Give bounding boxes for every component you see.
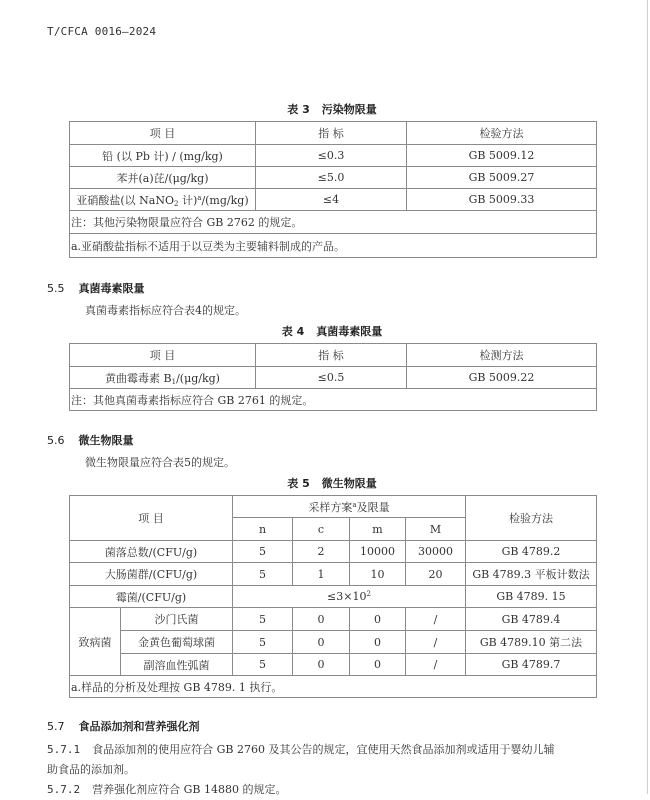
table5-M: / — [406, 654, 466, 676]
section-5-7-heading — [47, 718, 200, 734]
table-row — [70, 654, 597, 676]
table4-item — [70, 367, 256, 389]
table5-method: GB 4789.4 — [466, 608, 597, 631]
table-row — [70, 367, 597, 389]
table5-mold-limit — [233, 586, 466, 608]
item-text: /(μg/kg) — [176, 371, 220, 385]
table-row — [70, 608, 597, 631]
table3-header-method: 检验方法 — [407, 122, 597, 145]
header-text: 及限量 — [356, 500, 390, 514]
section-number: 5.7 — [47, 720, 65, 733]
section-5-6-heading — [47, 432, 134, 448]
table3-caption-number: 表 3 — [287, 103, 310, 116]
section-title: 真菌毒素限量 — [78, 282, 145, 295]
table5-method: GB 4789.3 平板计数法 — [466, 563, 597, 586]
table3-header-item: 项 目 — [70, 122, 256, 145]
table5-header-plan — [233, 496, 466, 518]
table3-caption — [69, 101, 595, 117]
item-text: 黄曲霉毒素 B — [105, 371, 172, 385]
table5-header-M: M — [406, 518, 466, 541]
table4-caption-title: 真菌毒素限量 — [316, 325, 383, 338]
section-5-5-text: 真菌毒素指标应符合表4的规定。 — [85, 304, 246, 317]
table5-method: GB 4789. 15 — [466, 586, 597, 608]
table5 — [69, 495, 597, 698]
item-text: /(mg/kg) — [201, 193, 249, 207]
table4-header-limit: 指 标 — [256, 344, 407, 367]
table-row — [70, 145, 597, 167]
table5-footnote: a.样品的分析及处理按 GB 4789. 1 执行。 — [70, 676, 597, 698]
table5-c: 0 — [293, 631, 350, 654]
table4-header-method: 检测方法 — [407, 344, 597, 367]
table5-header-method: 检验方法 — [466, 496, 597, 541]
table5-M: 30000 — [406, 541, 466, 563]
table4-header-row — [70, 344, 597, 367]
limit-exponent: 2 — [366, 590, 371, 598]
table4-caption — [69, 323, 595, 339]
table3-header-row — [70, 122, 597, 145]
table4-limit: ≤0.5 — [256, 367, 407, 389]
table4 — [69, 343, 597, 411]
table5-m: 10000 — [350, 541, 406, 563]
table5-header-row — [70, 496, 597, 518]
table-row — [70, 631, 597, 654]
table4-caption-number: 表 4 — [281, 325, 305, 338]
table5-M: / — [406, 631, 466, 654]
table5-m: 0 — [350, 654, 406, 676]
table3-footnote-row — [70, 234, 597, 258]
table5-caption-number: 表 5 — [287, 477, 310, 490]
limit-text: ≤3×10 — [327, 590, 367, 603]
table3-note-row — [70, 211, 597, 234]
table5-mold-item: 霉菌/(CFU/g) — [70, 586, 233, 608]
clause-text: 食品添加剂的使用应符合 GB 2760 及其公告的规定，宜使用天然食品添加剂或适用于婴幼儿辅 — [92, 743, 555, 756]
table5-item: 大肠菌群/(CFU/g) — [70, 563, 233, 586]
table5-caption — [69, 475, 595, 491]
table5-pathogen-group: 致病菌 — [70, 608, 121, 676]
table-row — [70, 563, 597, 586]
table4-header-item: 项 目 — [70, 344, 256, 367]
table-row — [70, 167, 597, 189]
table-row — [70, 189, 597, 211]
table4-method: GB 5009.22 — [407, 367, 597, 389]
table3-method: GB 5009.27 — [407, 167, 597, 189]
table3-item — [70, 189, 256, 211]
table3-limit: ≤5.0 — [256, 167, 407, 189]
clause-number: 5.7.1 — [47, 743, 81, 756]
clause-5-7-1 — [47, 740, 554, 800]
item-text: 亚硝酸盐(以 NaNO — [76, 193, 174, 207]
table5-header-item: 项 目 — [70, 496, 233, 541]
table5-item: 菌落总数/(CFU/g) — [70, 541, 233, 563]
table5-n: 5 — [233, 541, 293, 563]
table5-n: 5 — [233, 631, 293, 654]
footnote-marker: a — [352, 500, 357, 509]
section-title: 微生物限量 — [78, 434, 134, 447]
table5-n: 5 — [233, 563, 293, 586]
table3-caption-title: 污染物限量 — [321, 103, 377, 116]
table5-c: 2 — [293, 541, 350, 563]
table5-item: 沙门氏菌 — [121, 608, 233, 631]
table5-method: GB 4789.7 — [466, 654, 597, 676]
section-number: 5.6 — [47, 434, 65, 447]
table3-note: 注：其他污染物限量应符合 GB 2762 的规定。 — [70, 211, 597, 234]
table3-item: 铅 (以 Pb 计) / (mg/kg) — [70, 145, 256, 167]
table3-method: GB 5009.12 — [407, 145, 597, 167]
item-subscript: 1 — [171, 377, 177, 386]
footnote-marker: a — [197, 193, 202, 202]
header-text: 采样方案 — [308, 500, 353, 514]
item-text: 计) — [178, 193, 198, 207]
table5-M: 20 — [406, 563, 466, 586]
page-edge — [647, 0, 648, 794]
table3-item: 苯并(a)芘/(μg/kg) — [70, 167, 256, 189]
document-id: T/CFCA 0016—2024 — [47, 25, 157, 38]
table5-M: / — [406, 608, 466, 631]
table5-caption-title: 微生物限量 — [321, 477, 377, 490]
table5-c: 0 — [293, 608, 350, 631]
table3 — [69, 121, 597, 258]
section-5-6-text: 微生物限量应符合表5的规定。 — [85, 456, 235, 469]
table5-header-n: n — [233, 518, 293, 541]
table5-m: 10 — [350, 563, 406, 586]
table5-footnote-row — [70, 676, 597, 698]
item-subscript: 2 — [173, 199, 179, 208]
table5-m: 0 — [350, 608, 406, 631]
section-5-5-heading — [47, 280, 145, 296]
table5-n: 5 — [233, 654, 293, 676]
clause-text-continued: 助食品的添加剂。 — [47, 763, 135, 776]
clause-text: 营养强化剂应符合 GB 14880 的规定。 — [92, 783, 287, 796]
table5-n: 5 — [233, 608, 293, 631]
table3-header-limit: 指 标 — [256, 122, 407, 145]
table5-item: 金黄色葡萄球菌 — [121, 631, 233, 654]
table3-method: GB 5009.33 — [407, 189, 597, 211]
table5-method: GB 4789.2 — [466, 541, 597, 563]
table3-limit: ≤0.3 — [256, 145, 407, 167]
section-title: 食品添加剂和营养强化剂 — [78, 720, 200, 733]
table-row — [70, 586, 597, 608]
table5-header-c: c — [293, 518, 350, 541]
table3-limit: ≤4 — [256, 189, 407, 211]
table4-note: 注：其他真菌毒素指标应符合 GB 2761 的规定。 — [70, 389, 597, 411]
table5-c: 0 — [293, 654, 350, 676]
table3-footnote: a.亚硝酸盐指标不适用于以豆类为主要辅料制成的产品。 — [70, 234, 597, 258]
table-row — [70, 541, 597, 563]
clause-number: 5.7.2 — [47, 783, 81, 796]
table5-method: GB 4789.10 第二法 — [466, 631, 597, 654]
table5-m: 0 — [350, 631, 406, 654]
table5-header-m: m — [350, 518, 406, 541]
table5-item: 副溶血性弧菌 — [121, 654, 233, 676]
clause-5-7-2 — [47, 780, 554, 800]
table5-c: 1 — [293, 563, 350, 586]
section-number: 5.5 — [47, 282, 65, 295]
table4-note-row — [70, 389, 597, 411]
